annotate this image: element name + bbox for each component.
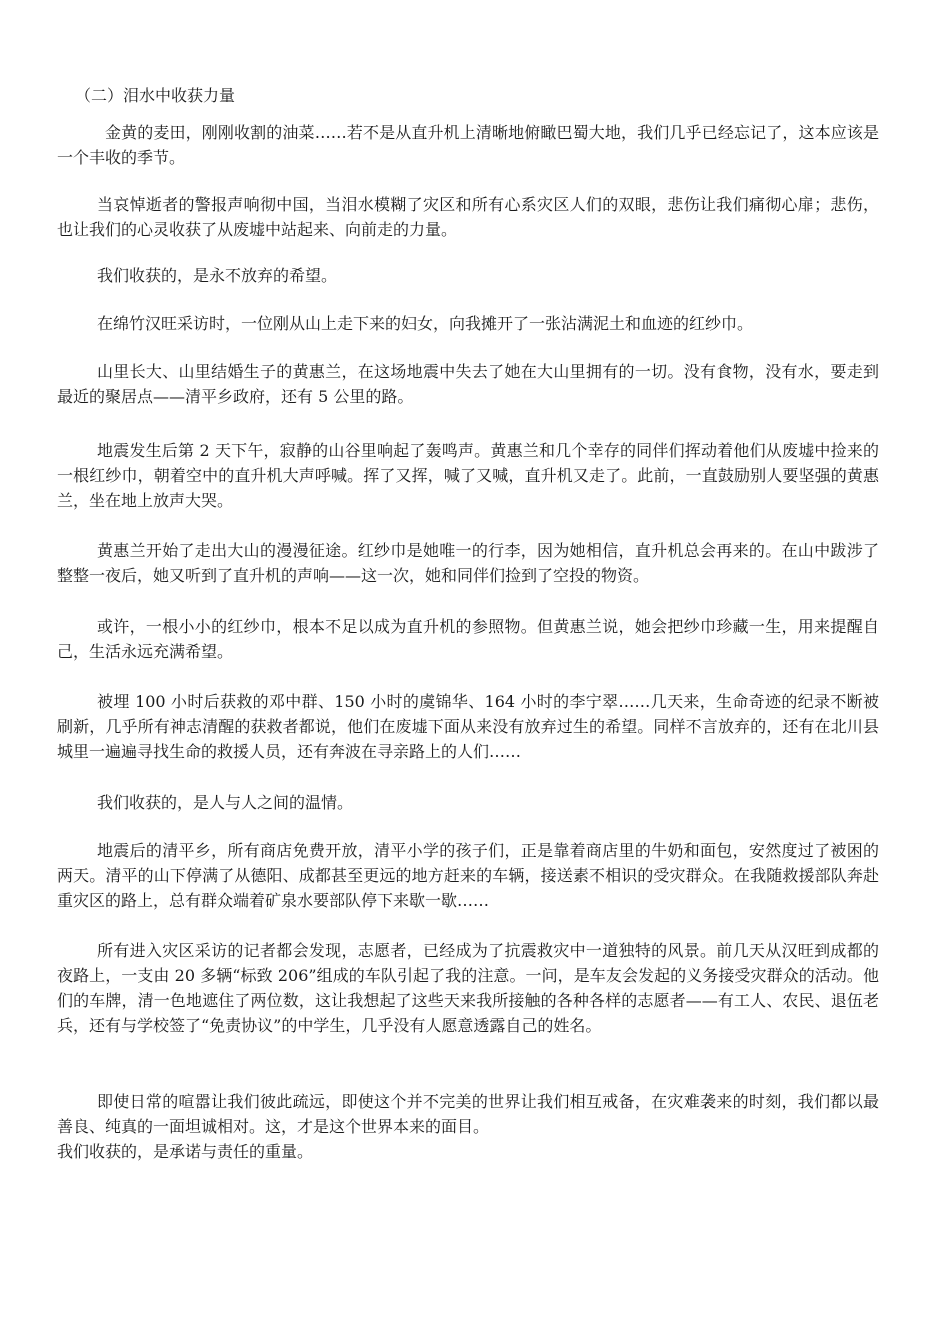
paragraph: 地震发生后第 2 天下午，寂静的山谷里响起了轰鸣声。黄惠兰和几个幸存的同伴们挥动着他们从废墟中捡来的一根红纱巾，朝着空中的直升机大声呼喊。挥了又挥，喊了又喊，直升机又走了。此前，一直鼓励别人要坚强的黄惠兰，坐在地上放声大哭。	[57, 441, 879, 510]
section-heading: （二）泪水中收获力量	[75, 86, 236, 105]
paragraph: 山里长大、山里结婚生子的黄惠兰，在这场地震中失去了她在大山里拥有的一切。没有食物，没有水，要走到最近的聚居点——清平乡政府，还有 5 公里的路。	[57, 362, 879, 406]
paragraph: 黄惠兰开始了走出大山的漫漫征途。红纱巾是她唯一的行李，因为她相信，直升机总会再来的。在山中跋涉了整整一夜后，她又听到了直升机的声响——这一次，她和同伴们捡到了空投的物资。	[57, 541, 879, 585]
paragraph: 当哀悼逝者的警报声响彻中国，当泪水模糊了灾区和所有心系灾区人们的双眼，悲伤让我们痛彻心扉；悲伤，也让我们的心灵收获了从废墟中站起来、向前走的力量。	[57, 195, 879, 239]
paragraph: 我们收获的，是永不放弃的希望。	[97, 266, 338, 285]
paragraph: 在绵竹汉旺采访时，一位刚从山上走下来的妇女，向我摊开了一张沾满泥土和血迹的红纱巾。	[97, 314, 754, 333]
paragraph: 或许，一根小小的红纱巾，根本不足以成为直升机的参照物。但黄惠兰说，她会把纱巾珍藏一生，用来提醒自己，生活永远充满希望。	[57, 617, 879, 661]
paragraph: 地震后的清平乡，所有商店免费开放，清平小学的孩子们，正是靠着商店里的牛奶和面包，安然度过了被困的两天。清平的山下停满了从德阳、成都甚至更远的地方赶来的车辆，接送素不相识的受灾群众。在我随救援部队奔赴重灾区的路上，总有群众端着矿泉水要部队停下来歇一歇……	[57, 841, 879, 910]
paragraph: 金黄的麦田，刚刚收割的油菜……若不是从直升机上清晰地俯瞰巴蜀大地，我们几乎已经忘记了，这本应该是一个丰收的季节。	[57, 123, 879, 167]
paragraph: 即使日常的喧嚣让我们彼此疏远，即使这个并不完美的世界让我们相互戒备，在灾难袭来的时刻，我们都以最善良、纯真的一面坦诚相对。这，才是这个世界本来的面目。	[57, 1092, 879, 1136]
paragraph: 我们收获的，是承诺与责任的重量。	[57, 1142, 314, 1161]
paragraph: 被埋 100 小时后获救的邓中群、150 小时的虞锦华、164 小时的李宁翠……几天来，生命奇迹的纪录不断被刷新，几乎所有神志清醒的获救者都说，他们在废墟下面从来没有放弃过生的希望。同样不言放弃的，还有在北川县城里一遍遍寻找生命的救援人员，还有奔波在寻亲路上的人们……	[57, 692, 879, 761]
paragraph: 我们收获的，是人与人之间的温情。	[97, 793, 354, 812]
paragraph: 所有进入灾区采访的记者都会发现，志愿者，已经成为了抗震救灾中一道独特的风景。前几天从汉旺到成都的夜路上，一支由 20 多辆“标致 206”组成的车队引起了我的注意。一问，是车友会发起的义务接受灾群众的活动。他们的车牌，清一色地遮住了两位数，这让我想起了这些天来我所接触的各种各样的志愿者——有工人、农民、退伍老兵，还有与学校签了“免责协议”的中学生，几乎没有人愿意透露自己的姓名。	[57, 941, 879, 1035]
